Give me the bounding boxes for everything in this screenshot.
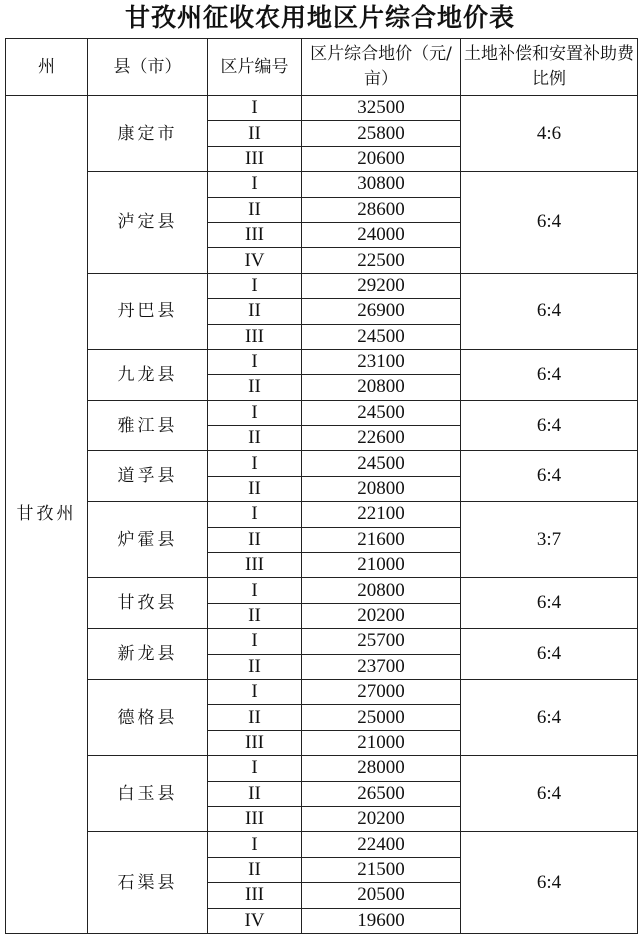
zone-price-cell: 26900 bbox=[302, 299, 461, 324]
zone-price-cell: 22100 bbox=[302, 502, 461, 527]
ratio-cell: 6:4 bbox=[461, 756, 638, 832]
zone-number-cell: I bbox=[208, 451, 302, 476]
land-price-table bbox=[5, 38, 638, 934]
table-row bbox=[6, 756, 638, 781]
ratio-cell: 6:4 bbox=[461, 273, 638, 349]
zone-number-cell: II bbox=[208, 375, 302, 400]
zone-number-cell: I bbox=[208, 756, 302, 781]
zone-price-cell: 20800 bbox=[302, 476, 461, 501]
zone-price-cell: 20800 bbox=[302, 375, 461, 400]
zone-price-cell: 24500 bbox=[302, 451, 461, 476]
zone-number-cell: II bbox=[208, 603, 302, 628]
table-row bbox=[6, 400, 638, 425]
zone-price-cell: 21600 bbox=[302, 527, 461, 552]
county-cell: 石渠县 bbox=[88, 832, 208, 934]
header-zone-price: 区片综合地价（元/亩） bbox=[302, 39, 461, 96]
zone-price-cell: 24000 bbox=[302, 222, 461, 247]
zone-number-cell: I bbox=[208, 172, 302, 197]
county-cell: 雅江县 bbox=[88, 400, 208, 451]
header-zone-number: 区片编号 bbox=[208, 39, 302, 96]
zone-number-cell: IV bbox=[208, 908, 302, 933]
zone-number-cell: I bbox=[208, 96, 302, 121]
zone-price-cell: 23700 bbox=[302, 654, 461, 679]
zone-number-cell: I bbox=[208, 679, 302, 704]
ratio-cell: 6:4 bbox=[461, 629, 638, 680]
zone-price-cell: 25800 bbox=[302, 121, 461, 146]
zone-number-cell: II bbox=[208, 781, 302, 806]
zone-number-cell: III bbox=[208, 553, 302, 578]
zone-price-cell: 21500 bbox=[302, 857, 461, 882]
zone-price-cell: 20200 bbox=[302, 806, 461, 831]
county-cell: 甘孜县 bbox=[88, 578, 208, 629]
zone-number-cell: I bbox=[208, 273, 302, 298]
zone-number-cell: III bbox=[208, 730, 302, 755]
ratio-cell: 6:4 bbox=[461, 400, 638, 451]
zone-number-cell: I bbox=[208, 400, 302, 425]
zone-number-cell: II bbox=[208, 654, 302, 679]
header-county: 县（市） bbox=[88, 39, 208, 96]
county-cell: 丹巴县 bbox=[88, 273, 208, 349]
ratio-cell: 6:4 bbox=[461, 349, 638, 400]
zone-price-cell: 25000 bbox=[302, 705, 461, 730]
zone-price-cell: 22600 bbox=[302, 426, 461, 451]
zone-number-cell: I bbox=[208, 832, 302, 857]
ratio-cell: 6:4 bbox=[461, 679, 638, 755]
table-row bbox=[6, 96, 638, 121]
ratio-cell: 6:4 bbox=[461, 451, 638, 502]
ratio-cell: 6:4 bbox=[461, 578, 638, 629]
zone-price-cell: 19600 bbox=[302, 908, 461, 933]
document-title: 甘孜州征收农用地区片综合地价表 bbox=[124, 3, 515, 32]
zone-number-cell: I bbox=[208, 349, 302, 374]
header-compensation-ratio: 土地补偿和安置补助费比例 bbox=[461, 39, 638, 96]
zone-price-cell: 21000 bbox=[302, 553, 461, 578]
table-header-row bbox=[6, 39, 638, 96]
zone-number-cell: I bbox=[208, 578, 302, 603]
zone-price-cell: 21000 bbox=[302, 730, 461, 755]
zone-number-cell: II bbox=[208, 299, 302, 324]
zone-number-cell: II bbox=[208, 121, 302, 146]
zone-price-cell: 28000 bbox=[302, 756, 461, 781]
county-cell: 新龙县 bbox=[88, 629, 208, 680]
table-row bbox=[6, 679, 638, 704]
table-row bbox=[6, 172, 638, 197]
zone-price-cell: 28600 bbox=[302, 197, 461, 222]
county-cell: 道孚县 bbox=[88, 451, 208, 502]
zone-price-cell: 29200 bbox=[302, 273, 461, 298]
prefecture-cell: 甘孜州 bbox=[6, 96, 88, 934]
table-row bbox=[6, 629, 638, 654]
zone-number-cell: II bbox=[208, 705, 302, 730]
ratio-cell: 4:6 bbox=[461, 96, 638, 172]
county-cell: 德格县 bbox=[88, 679, 208, 755]
zone-number-cell: I bbox=[208, 502, 302, 527]
zone-price-cell: 20200 bbox=[302, 603, 461, 628]
zone-number-cell: III bbox=[208, 324, 302, 349]
table-row bbox=[6, 349, 638, 374]
zone-number-cell: IV bbox=[208, 248, 302, 273]
zone-price-cell: 20800 bbox=[302, 578, 461, 603]
table-row bbox=[6, 578, 638, 603]
ratio-cell: 3:7 bbox=[461, 502, 638, 578]
zone-number-cell: II bbox=[208, 476, 302, 501]
zone-number-cell: II bbox=[208, 426, 302, 451]
county-cell: 泸定县 bbox=[88, 172, 208, 274]
ratio-cell: 6:4 bbox=[461, 832, 638, 934]
table-row bbox=[6, 273, 638, 298]
zone-number-cell: II bbox=[208, 857, 302, 882]
zone-price-cell: 22500 bbox=[302, 248, 461, 273]
zone-price-cell: 27000 bbox=[302, 679, 461, 704]
zone-number-cell: III bbox=[208, 883, 302, 908]
table-body bbox=[6, 96, 638, 934]
table-row bbox=[6, 832, 638, 857]
zone-price-cell: 30800 bbox=[302, 172, 461, 197]
zone-price-cell: 23100 bbox=[302, 349, 461, 374]
zone-number-cell: I bbox=[208, 629, 302, 654]
county-cell: 九龙县 bbox=[88, 349, 208, 400]
county-cell: 康定市 bbox=[88, 96, 208, 172]
header-prefecture: 州 bbox=[6, 39, 88, 96]
zone-price-cell: 32500 bbox=[302, 96, 461, 121]
zone-price-cell: 20600 bbox=[302, 146, 461, 171]
zone-number-cell: II bbox=[208, 197, 302, 222]
zone-price-cell: 25700 bbox=[302, 629, 461, 654]
zone-number-cell: III bbox=[208, 146, 302, 171]
zone-number-cell: III bbox=[208, 806, 302, 831]
zone-price-cell: 26500 bbox=[302, 781, 461, 806]
zone-price-cell: 24500 bbox=[302, 400, 461, 425]
zone-price-cell: 22400 bbox=[302, 832, 461, 857]
zone-price-cell: 24500 bbox=[302, 324, 461, 349]
zone-price-cell: 20500 bbox=[302, 883, 461, 908]
zone-number-cell: II bbox=[208, 527, 302, 552]
table-row bbox=[6, 451, 638, 476]
zone-number-cell: III bbox=[208, 222, 302, 247]
ratio-cell: 6:4 bbox=[461, 172, 638, 274]
county-cell: 炉霍县 bbox=[88, 502, 208, 578]
table-row bbox=[6, 502, 638, 527]
county-cell: 白玉县 bbox=[88, 756, 208, 832]
